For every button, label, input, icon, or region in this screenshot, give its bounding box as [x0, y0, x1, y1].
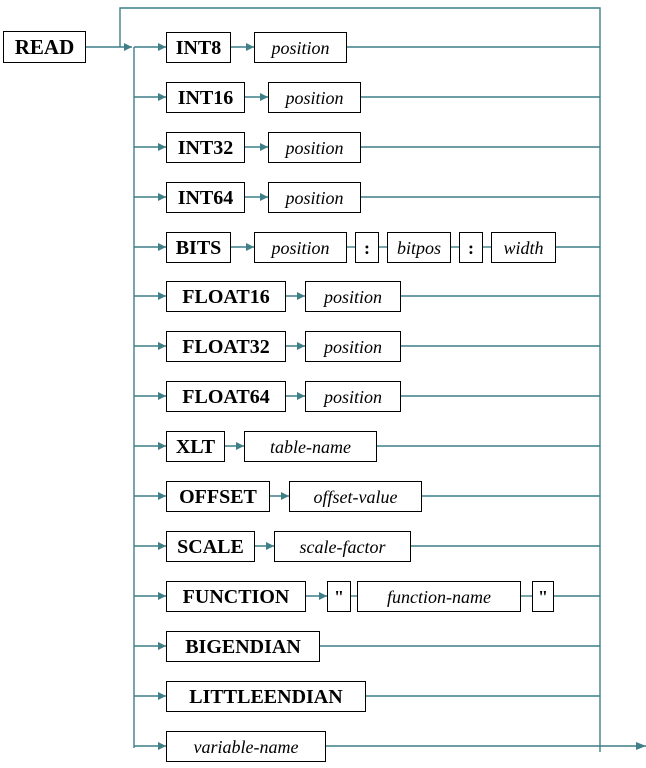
node-keyword-float32 — [166, 331, 286, 362]
node-label: : — [364, 237, 370, 258]
node-keyword-xlt — [166, 431, 225, 462]
node-punct-quote-open — [327, 581, 351, 612]
node-label: SCALE — [177, 535, 244, 558]
node-keyword-int32 — [166, 132, 245, 163]
node-variable-function-name — [357, 581, 521, 612]
node-keyword-float64 — [166, 381, 286, 412]
node-label: INT32 — [177, 136, 234, 159]
node-label: INT64 — [177, 186, 234, 209]
node-label: position — [323, 336, 382, 357]
node-variable-position — [268, 182, 361, 213]
node-keyword-bits — [166, 232, 231, 263]
node-variable-position — [268, 82, 361, 113]
node-variable-offset-value — [289, 481, 422, 512]
node-label: BIGENDIAN — [185, 635, 301, 658]
node-label: function-name — [387, 586, 491, 607]
node-label: position — [285, 187, 344, 208]
node-label: BITS — [175, 236, 222, 259]
node-variable-variable-name — [166, 731, 326, 762]
node-variable-position — [254, 32, 347, 63]
node-variable-table-name — [244, 431, 377, 462]
node-label: position — [323, 386, 382, 407]
node-label: width — [503, 237, 544, 258]
node-label: INT16 — [177, 86, 234, 109]
node-label: XLT — [175, 435, 216, 458]
node-label: LITTLEENDIAN — [189, 685, 343, 708]
node-label: variable-name — [193, 736, 299, 757]
node-label: position — [271, 37, 330, 58]
node-variable-bitpos — [387, 232, 451, 263]
node-label: offset-value — [313, 486, 398, 507]
node-punct-quote-close — [532, 581, 554, 612]
node-label: table-name — [270, 436, 351, 457]
node-keyword-bigendian — [166, 631, 320, 662]
node-label: : — [468, 237, 474, 258]
node-keyword-int64 — [166, 182, 245, 213]
node-label: " — [334, 586, 344, 607]
node-label: READ — [14, 34, 75, 59]
node-label: OFFSET — [179, 485, 257, 508]
node-label: FLOAT64 — [182, 385, 270, 408]
node-keyword-int8 — [166, 32, 231, 63]
node-label: INT8 — [175, 36, 222, 59]
node-keyword-offset — [166, 481, 270, 512]
node-variable-position — [254, 232, 347, 263]
node-label: scale-factor — [299, 536, 386, 557]
node-label: FLOAT32 — [182, 335, 270, 358]
node-variable-scale-factor — [274, 531, 411, 562]
node-label: FLOAT16 — [182, 285, 270, 308]
node-label: position — [323, 286, 382, 307]
node-variable-position — [268, 132, 361, 163]
node-keyword-int16 — [166, 82, 245, 113]
node-punct-colon — [355, 232, 379, 263]
node-label: position — [285, 87, 344, 108]
node-label: bitpos — [396, 237, 441, 258]
node-label: FUNCTION — [182, 585, 290, 608]
node-keyword-float16 — [166, 281, 286, 312]
node-read-start — [3, 31, 86, 63]
node-punct-colon — [459, 232, 483, 263]
node-variable-position — [305, 381, 401, 412]
node-label: " — [538, 586, 548, 607]
node-label: position — [271, 237, 330, 258]
node-keyword-littleendian — [166, 681, 366, 712]
node-variable-width — [491, 232, 556, 263]
node-variable-position — [305, 331, 401, 362]
node-variable-position — [305, 281, 401, 312]
node-keyword-function — [166, 581, 306, 612]
node-keyword-scale — [166, 531, 255, 562]
node-label: position — [285, 137, 344, 158]
